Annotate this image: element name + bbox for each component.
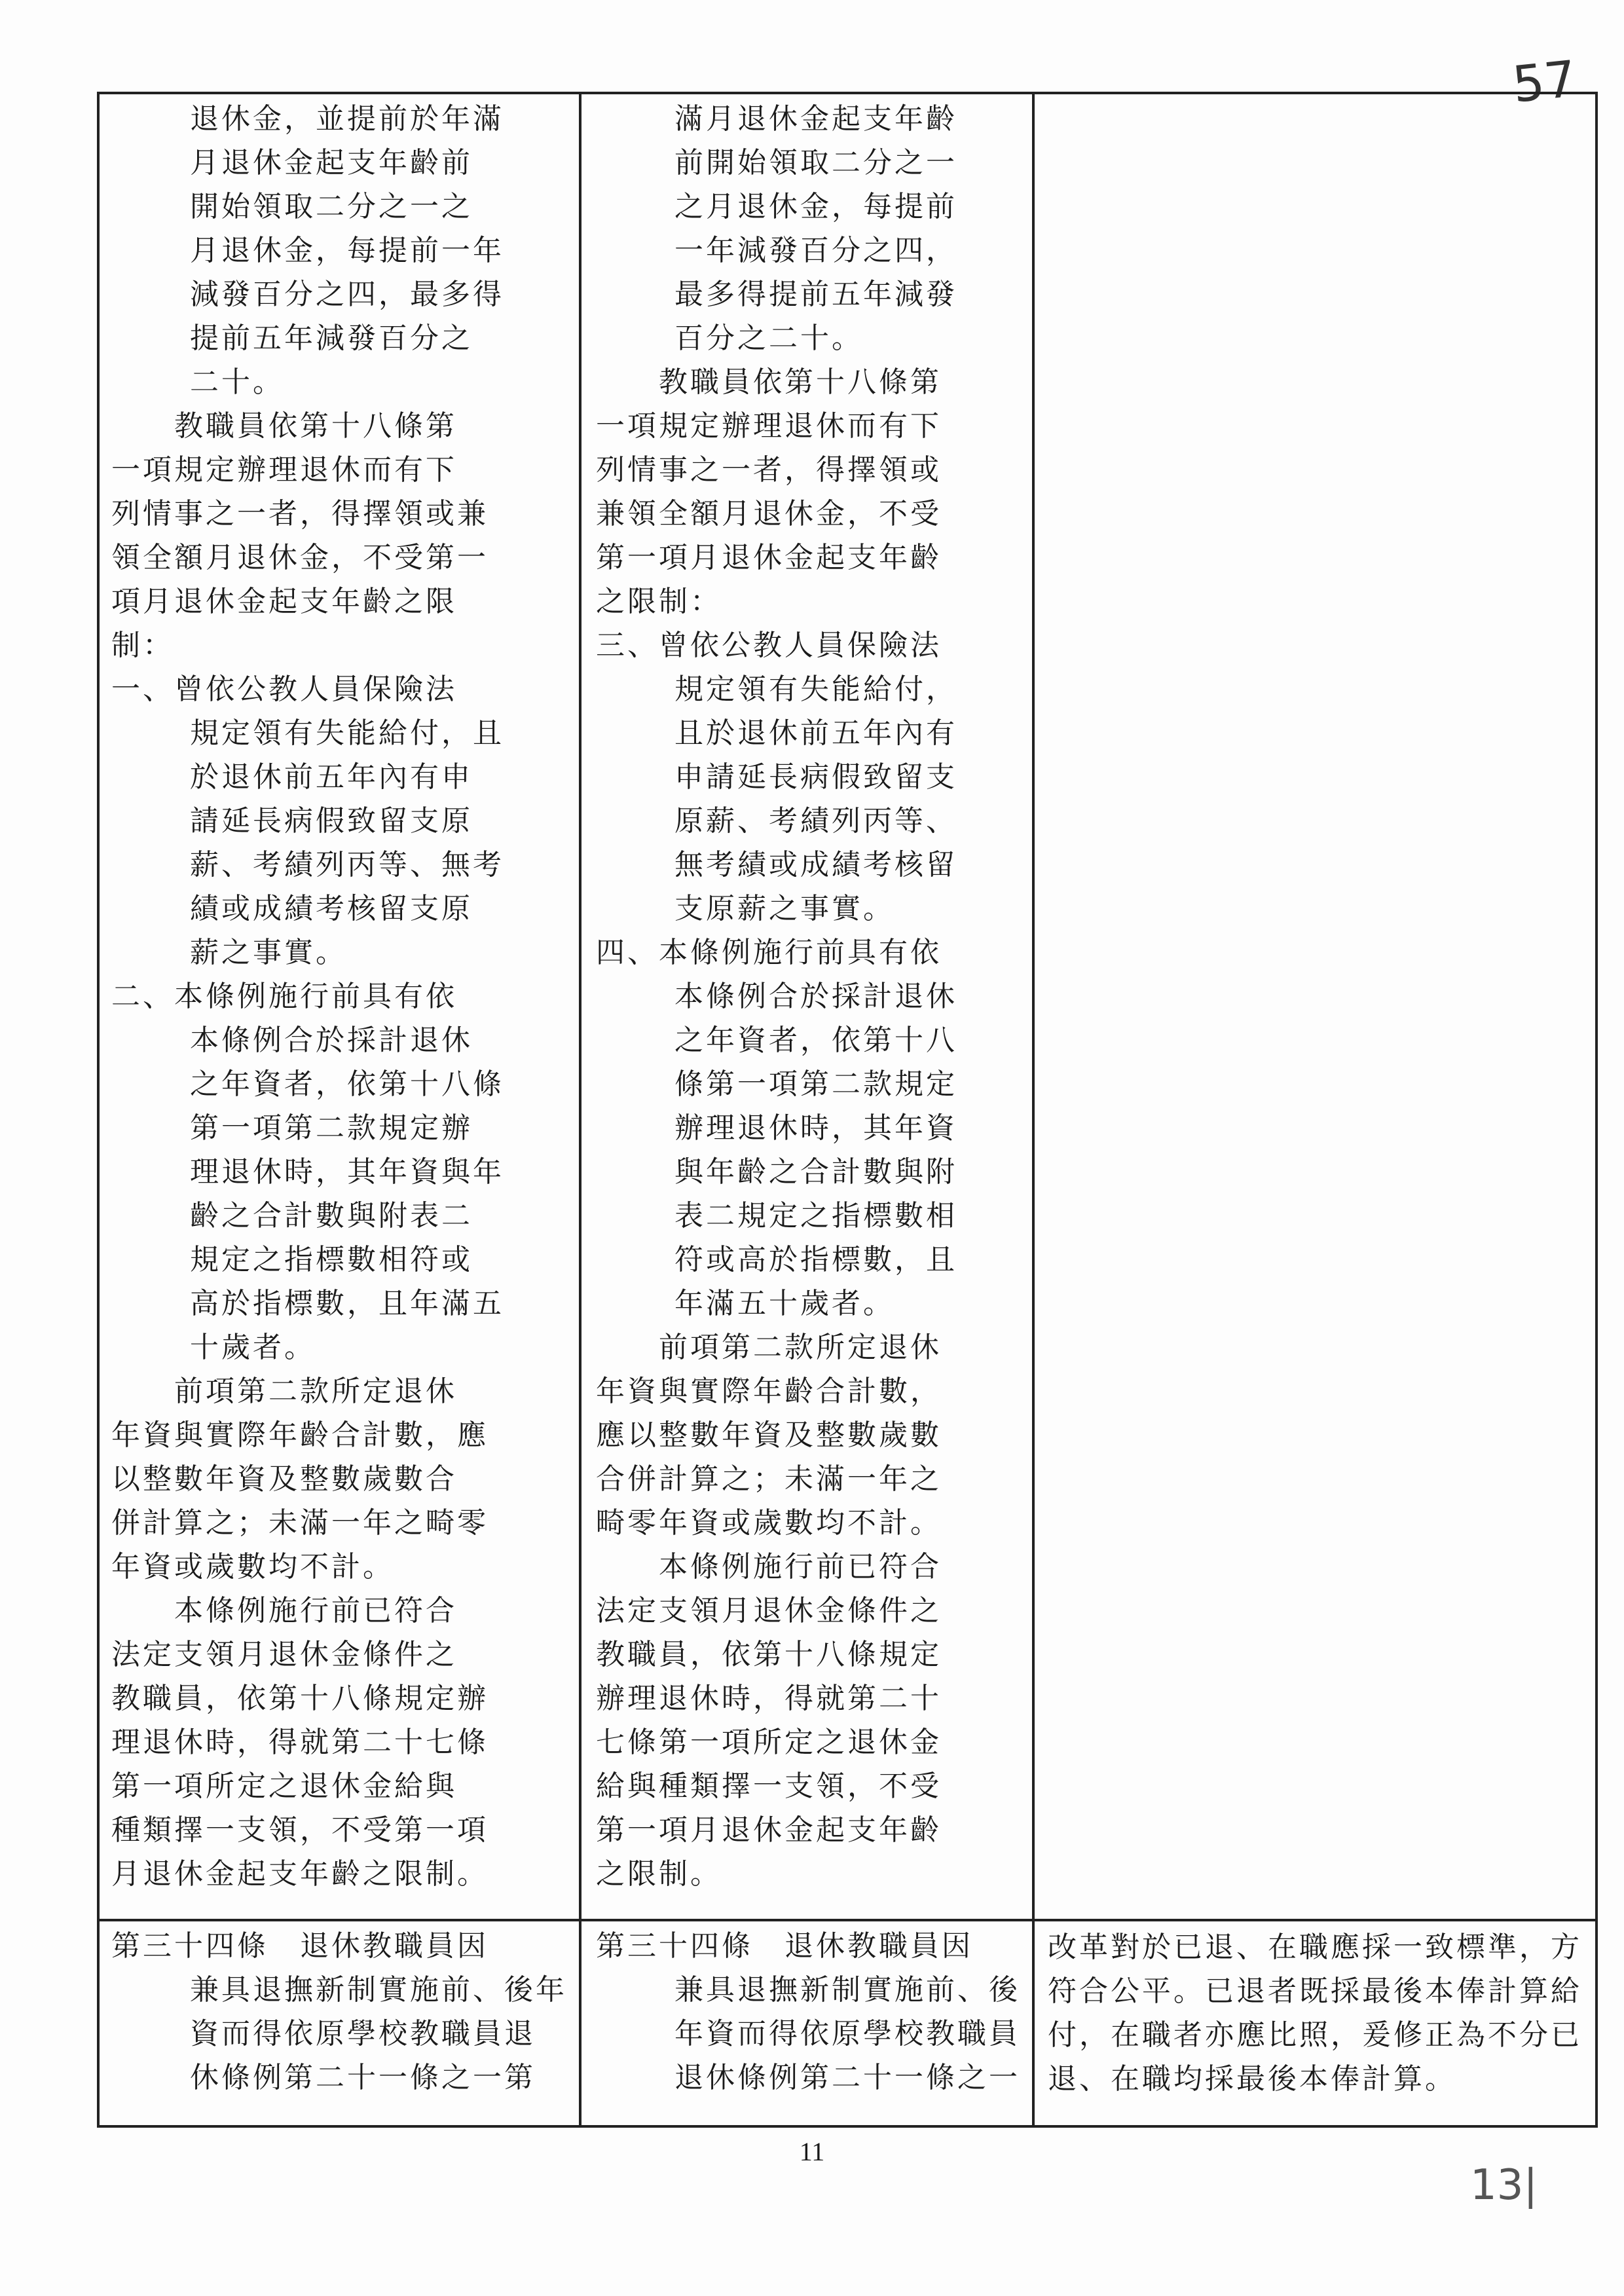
explanation-cell <box>1033 1920 1596 2126</box>
text-line: 月退休金，每提前一年 <box>190 234 504 267</box>
explanation-cell <box>1033 93 1596 1920</box>
current-text-column <box>596 97 1020 1896</box>
text-line: 二十。 <box>190 365 284 399</box>
text-line: 給與種類擇一支領，不受 <box>596 1769 942 1803</box>
explanation-text <box>1048 1925 1582 2101</box>
text-line: 四、本條例施行前具有依 <box>596 936 942 969</box>
text-line: 項月退休金起支年齡之限 <box>111 585 457 618</box>
text-line: 且於退休前五年內有 <box>674 716 957 750</box>
text-line: 第一項月退休金起支年齡 <box>596 1813 942 1847</box>
text-line: 前項第二款所定退休 <box>111 1375 457 1408</box>
text-line: 績或成績考核留支原 <box>190 892 473 925</box>
text-line: 法定支領月退休金條件之 <box>596 1594 942 1627</box>
text-line: 原薪、考績列丙等、 <box>674 804 957 838</box>
text-line: 列情事之一者，得擇領或兼 <box>111 497 489 530</box>
text-line: 薪之事實。 <box>190 936 347 969</box>
text-line: 第三十四條 退休教職員因 <box>596 1929 973 1963</box>
text-line: 年滿五十歲者。 <box>674 1287 895 1320</box>
text-line: 開始領取二分之一之 <box>190 190 473 223</box>
text-line: 教職員，依第十八條規定辦 <box>111 1682 489 1715</box>
text-line: 理退休時，其年資與年 <box>190 1155 504 1189</box>
text-line: 兼具退撫新制實施前、後 <box>674 1973 1020 2007</box>
text-line: 最多得提前五年減發 <box>674 278 957 311</box>
text-line: 種類擇一支領，不受第一項 <box>111 1813 489 1847</box>
text-line: 退休條例第二十一條之一 <box>674 2061 1020 2094</box>
text-line: 休條例第二十一條之一第 <box>190 2061 536 2094</box>
current-text-cell <box>580 93 1033 1920</box>
text-line: 教職員，依第十八條規定 <box>596 1638 942 1671</box>
table-row <box>98 1920 1596 2126</box>
text-line: 規定之指標數相符或 <box>190 1243 473 1276</box>
revised-text-cell <box>98 1920 580 2126</box>
text-line: 之限制。 <box>596 1857 722 1891</box>
revised-text-column <box>111 97 567 1896</box>
table-row <box>98 93 1596 1920</box>
text-line: 前項第二款所定退休 <box>596 1331 942 1364</box>
text-line: 改革對於已退、在職應採一致標準，方 <box>1048 1931 1582 1964</box>
revised-text-cell <box>98 93 580 1920</box>
text-line: 條第一項第二款規定 <box>674 1067 957 1101</box>
text-line: 滿月退休金起支年齡 <box>674 102 957 136</box>
text-line: 本條例合於採計退休 <box>674 980 957 1013</box>
text-line: 辦理退休時，得就第二十 <box>596 1682 942 1715</box>
text-line: 年資而得依原學校教職員 <box>674 2017 1020 2050</box>
page-number: 11 <box>799 2137 825 2166</box>
text-line: 月退休金起支年齡之限制。 <box>111 1857 489 1891</box>
text-line: 年資與實際年齡合計數，應 <box>111 1418 489 1452</box>
handwritten-page-mark: 57 <box>1509 49 1579 114</box>
text-line: 規定領有失能給付，且 <box>190 716 504 750</box>
text-line: 請延長病假致留支原 <box>190 804 473 838</box>
text-line: 本條例施行前已符合 <box>596 1550 942 1583</box>
text-line: 第一項月退休金起支年齡 <box>596 541 942 574</box>
text-line: 三、曾依公教人員保險法 <box>596 629 942 662</box>
text-line: 退休金，並提前於年滿 <box>190 102 504 136</box>
text-line: 制： <box>111 629 174 662</box>
text-line: 應以整數年資及整數歲數 <box>596 1418 942 1452</box>
text-line: 之年資者，依第十八 <box>674 1024 957 1057</box>
text-line: 七條第一項所定之退休金 <box>596 1726 942 1759</box>
text-line: 教職員依第十八條第 <box>111 409 457 443</box>
text-line: 退、在職均採最後本俸計算。 <box>1048 2062 1456 2096</box>
comparison-table <box>97 92 1598 2128</box>
text-line: 表二規定之指標數相 <box>674 1199 957 1232</box>
text-line: 二、本條例施行前具有依 <box>111 980 457 1013</box>
text-line: 申請延長病假致留支 <box>674 760 957 794</box>
text-line: 合併計算之；未滿一年之 <box>596 1462 942 1496</box>
text-line: 於退休前五年內有申 <box>190 760 473 794</box>
text-line: 之月退休金，每提前 <box>674 190 957 223</box>
text-line: 一項規定辦理退休而有下 <box>596 409 942 443</box>
text-line: 一年減發百分之四， <box>674 234 957 267</box>
handwritten-corner-mark: 13| <box>1470 2161 1538 2210</box>
text-line: 提前五年減發百分之 <box>190 322 473 355</box>
text-line: 與年齡之合計數與附 <box>674 1155 957 1189</box>
text-line: 教職員依第十八條第 <box>596 365 942 399</box>
text-line: 本條例施行前已符合 <box>111 1594 457 1627</box>
text-line: 之年資者，依第十八條 <box>190 1067 504 1101</box>
text-line: 之限制： <box>596 585 722 618</box>
text-line: 畸零年資或歲數均不計。 <box>596 1506 942 1540</box>
text-line: 符合公平。已退者既採最後本俸計算給 <box>1048 1974 1582 2008</box>
current-text-cell <box>580 1920 1033 2126</box>
text-line: 第三十四條 退休教職員因 <box>111 1929 489 1963</box>
text-line: 以整數年資及整數歲數合 <box>111 1462 457 1496</box>
text-line: 一、曾依公教人員保險法 <box>111 673 457 706</box>
text-line: 付，在職者亦應比照，爰修正為不分已 <box>1048 2018 1582 2052</box>
text-line: 薪、考績列丙等、無考 <box>190 848 504 881</box>
text-line: 第一項所定之退休金給與 <box>111 1769 457 1803</box>
text-line: 列情事之一者，得擇領或 <box>596 453 942 487</box>
text-line: 兼領全額月退休金，不受 <box>596 497 942 530</box>
text-line: 前開始領取二分之一 <box>674 146 957 179</box>
text-line: 理退休時，得就第二十七條 <box>111 1726 489 1759</box>
current-article-34 <box>596 1924 1020 2100</box>
text-line: 高於指標數，且年滿五 <box>190 1287 504 1320</box>
text-line: 兼具退撫新制實施前、後年 <box>190 1973 567 2007</box>
text-line: 月退休金起支年齡前 <box>190 146 473 179</box>
text-line: 十歲者。 <box>190 1331 316 1364</box>
text-line: 百分之二十。 <box>674 322 863 355</box>
text-line: 辦理退休時，其年資 <box>674 1111 957 1145</box>
text-line: 符或高於指標數，且 <box>674 1243 957 1276</box>
text-line: 齡之合計數與附表二 <box>190 1199 473 1232</box>
text-line: 年資或歲數均不計。 <box>111 1550 394 1583</box>
text-line: 併計算之；未滿一年之畸零 <box>111 1506 489 1540</box>
text-line: 法定支領月退休金條件之 <box>111 1638 457 1671</box>
text-line: 第一項第二款規定辦 <box>190 1111 473 1145</box>
text-line: 本條例合於採計退休 <box>190 1024 473 1057</box>
revised-article-34 <box>111 1924 567 2100</box>
text-line: 資而得依原學校教職員退 <box>190 2017 536 2050</box>
text-line: 年資與實際年齡合計數， <box>596 1375 942 1408</box>
text-line: 無考績或成績考核留 <box>674 848 957 881</box>
text-line: 支原薪之事實。 <box>674 892 895 925</box>
text-line: 規定領有失能給付， <box>674 673 957 706</box>
text-line: 減發百分之四，最多得 <box>190 278 504 311</box>
text-line: 一項規定辦理退休而有下 <box>111 453 457 487</box>
text-line: 領全額月退休金，不受第一 <box>111 541 489 574</box>
